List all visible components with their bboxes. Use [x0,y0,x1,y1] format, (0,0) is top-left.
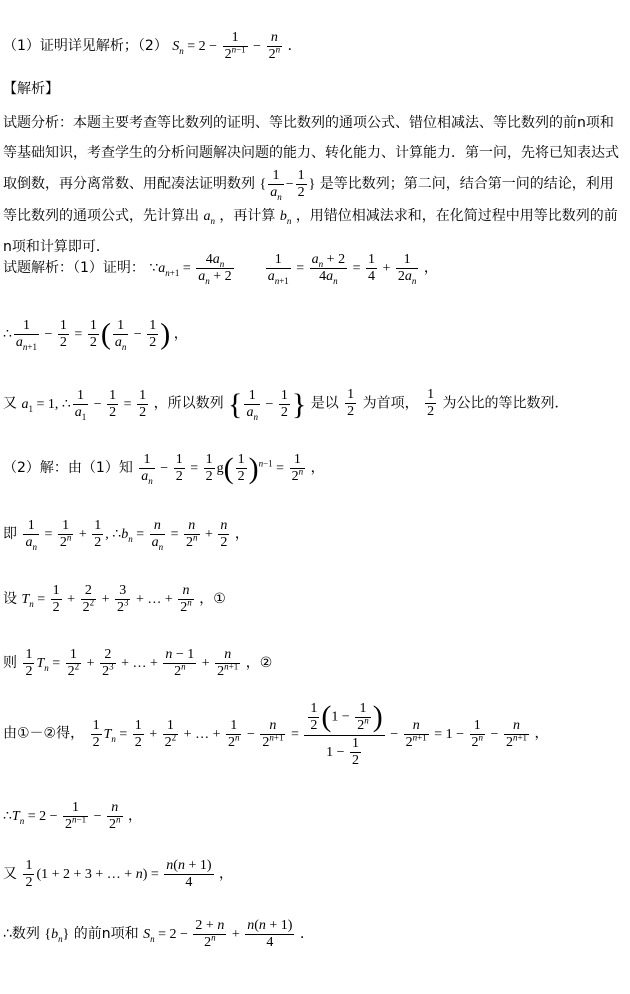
step10-formula: $\frac{1}{2}$ (1 + 2 + 3 + … + n) = $\frac{n(n + 1)}{4}$ [25,858,212,891]
analysis-paragraph [3,108,625,262]
analysis-text-2: 是等比数列；第二问，结合第一问的结论，利用等比数列的通项公式，先计算出 [3,175,614,225]
step4-end: ， [310,459,325,476]
step11-end: ． [299,925,314,942]
solution-line-10 [3,858,233,891]
step6-she: 设 [3,590,17,607]
step3-you: 又 [3,395,17,412]
solution-line-9 [3,800,142,833]
solution-line-1 [3,252,438,285]
answer-sn-formula: $S_n = 2$ − $\frac{1}{2^{n-1}}$ − $\frac{n}{2^n}$ [172,30,281,63]
analysis-an: $a_n$ [203,209,215,226]
solution-line-7 [3,647,272,680]
step9-formula: $\therefore T_n = 2$ − $\frac{1}{2^{n-1}}$ − $\frac{n}{2^n}$ [3,800,121,833]
step1-end: ， [423,259,438,276]
step6-formula: $T_n$ = $\frac{1}{2}$ + $\frac{2}{2^2}$ + $\frac{3}{2^3}$ + … + $\frac{n}{2^n}$ [21,583,192,616]
analysis-header: 【解析】 [3,81,59,97]
step3-ratio: $\frac{1}{2}$ [427,387,435,420]
solution-line-8 [3,700,549,769]
step8-formula: $\frac{1}{2}$ $T_n$ = $\frac{1}{2}$ + $\frac{1}{2^2}$ + … + $\frac{1}{2^n}$ − $\frac{n}{2^{n+1}}$ = $\frac{1}{2}$ (1 − $\frac{1}{2^n}$ ) 1 − $\frac{1}{2}$ − $\frac{n}{2^{n+1}}$ = 1 − $\frac{1}{2^n}$ − $\frac{n}{2^{n+1}}$ [92,700,528,768]
solution-line-3 [3,387,569,421]
analysis-bn: $b_n$ [279,209,292,226]
step11-formula: $S_n = 2$ − $\frac{2 + n}{2^n}$ + $\frac{n(n + 1)}{4}$ [143,918,293,951]
step3-text-c: 是以 [310,395,339,412]
step3-text-e: 为公比的等比数列． [442,395,569,412]
solution-line-5 [3,518,249,551]
step8-intro: 由①－②得， [3,725,85,742]
step10-end: ， [219,865,233,882]
step10-you: 又 [3,865,17,882]
analysis-text-4: ，用错位相减法求和，在化简过程中用等比数列的前n项和计算即可． [3,208,618,256]
step8-end: ， [534,725,549,742]
step9-end: ， [128,807,142,824]
step7-end: ，② [245,654,273,671]
analysis-text-1: 试题分析：本题主要考查等比数列的证明、等比数列的通项公式、错位相减法、等比数列的前n项和等基础知识，考查学生的分析问题解决问题的能力、转化能力、计算能力．第一问，先将已知表达式取倒数，再分离常数、用配凑法证明数列 [3,115,619,192]
step5-ji: 即 [3,525,17,542]
step4-formula: $\frac{1}{a_n}$ − $\frac{1}{2}$ = $\frac{1}{2}$ g( $\frac{1}{2}$ )$^{n-1}$ = $\frac{1}{2^n}$ [141,451,304,486]
step5-formula: $\frac{1}{a_n}$ = $\frac{1}{2^n}$ + $\frac{1}{2}$ , $\therefore b_n$ = $\frac{n}{a_n}$ = $\frac{n}{2^n}$ + $\frac{n}{2}$ [25,518,228,552]
analysis-seq-formula: { $\frac{1}{a_n}$ − $\frac{1}{2}$ } [259,168,316,202]
step11-text-a: ∴数列 [3,925,40,942]
step1-formula: $\because a_{n+1}$ = $\frac{4a_n}{a_n + 2}$ $\frac{1}{a_{n+1}}$ = $\frac{a_n + 2}{4a_n}$ = $\frac{1}{4}$ + $\frac{1}{2a_n}$ [149,252,417,286]
answer-end: ． [287,37,302,54]
step11-bn: $\{b_n\}$ [44,926,70,944]
analysis-text-3: ，再计算 [219,208,276,225]
solution-intro: 试题解析：（1）证明： [3,259,145,276]
step3-text-b: ，所以数列 [153,395,224,412]
step6-end: ，① [199,590,226,607]
answer-part1: （1）证明详见解析；（2） [3,37,168,54]
step7-formula: $\frac{1}{2}$ $T_n$ = $\frac{1}{2^2}$ + $\frac{2}{2^3}$ + … + $\frac{n - 1}{2^n}$ + $\frac{n}{2^{n+1}}$ [25,647,239,680]
part2-intro: （2）解：由（1）知 [3,459,133,476]
solution-line-11 [3,918,314,951]
solution-line-2: ∴ $\frac{1}{a_{n+1}}$ − $\frac{1}{2}$ = $\frac{1}{2}$ ( $\frac{1}{a_n}$ − $\frac{1}{2}$ ) ， [3,317,188,352]
step3-formula-a: $a_1 = 1$, ∴ $\frac{1}{a_1}$ − $\frac{1}{2}$ = $\frac{1}{2}$ [21,387,147,422]
answer-line [3,30,302,63]
solution-line-6 [3,583,226,616]
solution-line-4 [3,452,325,485]
step11-text-b: 的前n项和 [73,925,139,942]
step3-seq: { $\frac{1}{a_n}$ − $\frac{1}{2}$ } [228,387,307,422]
step3-first-term: $\frac{1}{2}$ [347,387,355,420]
step7-ze: 则 [3,654,17,671]
step5-end: ， [234,525,249,542]
step3-text-d: 为首项， [362,395,419,412]
